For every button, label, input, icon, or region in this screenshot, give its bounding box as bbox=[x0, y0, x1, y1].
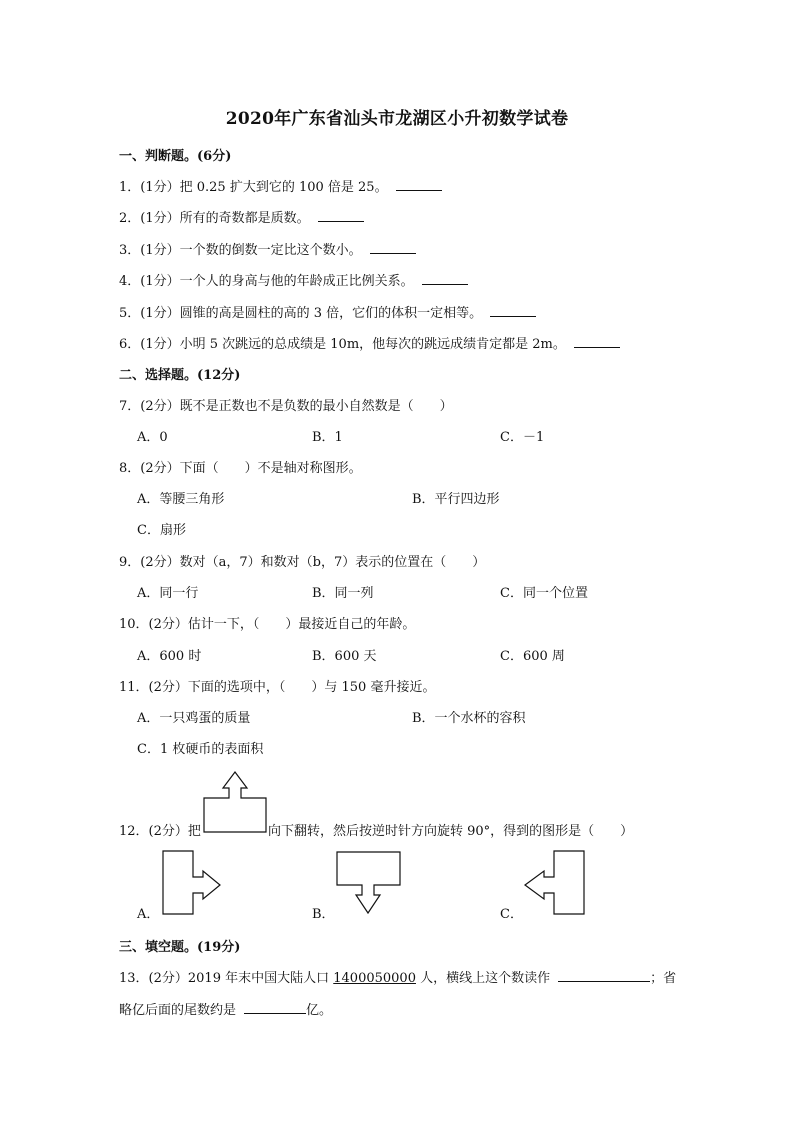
option-c[interactable]: C． bbox=[500, 907, 523, 922]
question-text: 1．(1分）把 0.25 扩大到它的 100 倍是 25。 bbox=[119, 180, 388, 195]
answer-blank[interactable] bbox=[396, 178, 442, 191]
option-b-figure-icon[interactable] bbox=[336, 851, 402, 917]
option-a-figure-icon[interactable] bbox=[162, 850, 226, 916]
option-a[interactable]: A．一只鸡蛋的质量 bbox=[137, 711, 251, 726]
option-b[interactable]: B．1 bbox=[312, 430, 343, 445]
question-text: 亿。 bbox=[306, 1003, 333, 1018]
question-text: ；省 bbox=[650, 971, 677, 986]
option-b[interactable]: B．一个水杯的容积 bbox=[412, 711, 526, 726]
option-a[interactable]: A．等腰三角形 bbox=[137, 492, 225, 507]
question-12-suffix: 向下翻转，然后按逆时针方向旋转 90°，得到的图形是（ ） bbox=[268, 824, 634, 839]
section-heading-3: 三、填空题。(19分) bbox=[119, 940, 241, 955]
question-text: 6．(1分）小明 5 次跳远的总成绩是 10m，他每次的跳远成绩肯定都是 2m。 bbox=[119, 337, 566, 352]
question-2 bbox=[119, 207, 364, 226]
question-10: 10．(2分）估计一下，（ ）最接近自己的年龄。 bbox=[119, 617, 416, 632]
question-6 bbox=[119, 333, 620, 352]
question-text: 3．(1分）一个数的倒数一定比这个数小。 bbox=[119, 243, 362, 258]
question-text: 13．(2分）2019 年末中国大陆人口 bbox=[119, 971, 330, 986]
answer-blank[interactable] bbox=[422, 272, 468, 285]
option-a[interactable]: A．同一行 bbox=[137, 586, 199, 601]
option-a[interactable]: A． bbox=[137, 907, 160, 922]
answer-blank[interactable] bbox=[490, 304, 536, 317]
underlined-number: 1400050000 bbox=[333, 971, 416, 986]
option-b[interactable]: B．同一列 bbox=[312, 586, 374, 601]
question-12-prefix: 12．(2分）把 bbox=[119, 824, 201, 839]
option-c[interactable]: C．扇形 bbox=[137, 523, 186, 538]
question-text: 人，横线上这个数读作 bbox=[420, 971, 551, 986]
question-4 bbox=[119, 270, 468, 289]
option-b[interactable]: B．平行四边形 bbox=[412, 492, 500, 507]
question-9: 9．(2分）数对（a，7）和数对（b，7）表示的位置在（ ） bbox=[119, 555, 486, 570]
question-7: 7．(2分）既不是正数也不是负数的最小自然数是（ ） bbox=[119, 399, 453, 414]
page-title: 2020年广东省汕头市龙湖区小升初数学试卷 bbox=[225, 109, 569, 129]
question-13 bbox=[119, 967, 676, 986]
option-c-figure-icon[interactable] bbox=[522, 850, 586, 916]
question-text: 4．(1分）一个人的身高与他的年龄成正比例关系。 bbox=[119, 274, 414, 289]
answer-blank[interactable] bbox=[370, 241, 416, 254]
option-c[interactable]: C．－1 bbox=[500, 430, 545, 445]
answer-blank[interactable] bbox=[574, 335, 620, 348]
question-13-line-2 bbox=[119, 999, 332, 1018]
question-text: 略亿后面的尾数约是 bbox=[119, 1003, 237, 1018]
answer-blank[interactable] bbox=[318, 209, 364, 222]
option-b[interactable]: B． bbox=[312, 907, 335, 922]
option-c[interactable]: C．1 枚硬币的表面积 bbox=[137, 742, 264, 757]
question-8: 8．(2分）下面（ ）不是轴对称图形。 bbox=[119, 461, 362, 476]
answer-blank[interactable] bbox=[244, 1001, 306, 1014]
section-heading-2: 二、选择题。(12分) bbox=[119, 368, 241, 383]
question-11: 11．(2分）下面的选项中，（ ）与 150 毫升接近。 bbox=[119, 680, 436, 695]
option-b[interactable]: B．600 天 bbox=[312, 649, 377, 664]
option-c[interactable]: C．600 周 bbox=[500, 649, 565, 664]
option-a[interactable]: A．0 bbox=[137, 430, 168, 445]
section-heading-1: 一、判断题。(6分) bbox=[119, 149, 232, 164]
answer-blank[interactable] bbox=[558, 969, 650, 982]
arrow-shape-figure-icon bbox=[202, 770, 268, 834]
question-text: 5．(1分）圆锥的高是圆柱的高的 3 倍，它们的体积一定相等。 bbox=[119, 306, 483, 321]
question-3 bbox=[119, 239, 416, 258]
option-a[interactable]: A．600 时 bbox=[137, 649, 202, 664]
question-5 bbox=[119, 302, 536, 321]
question-1 bbox=[119, 176, 442, 195]
option-c[interactable]: C．同一个位置 bbox=[500, 586, 588, 601]
question-text: 2．(1分）所有的奇数都是质数。 bbox=[119, 211, 310, 226]
